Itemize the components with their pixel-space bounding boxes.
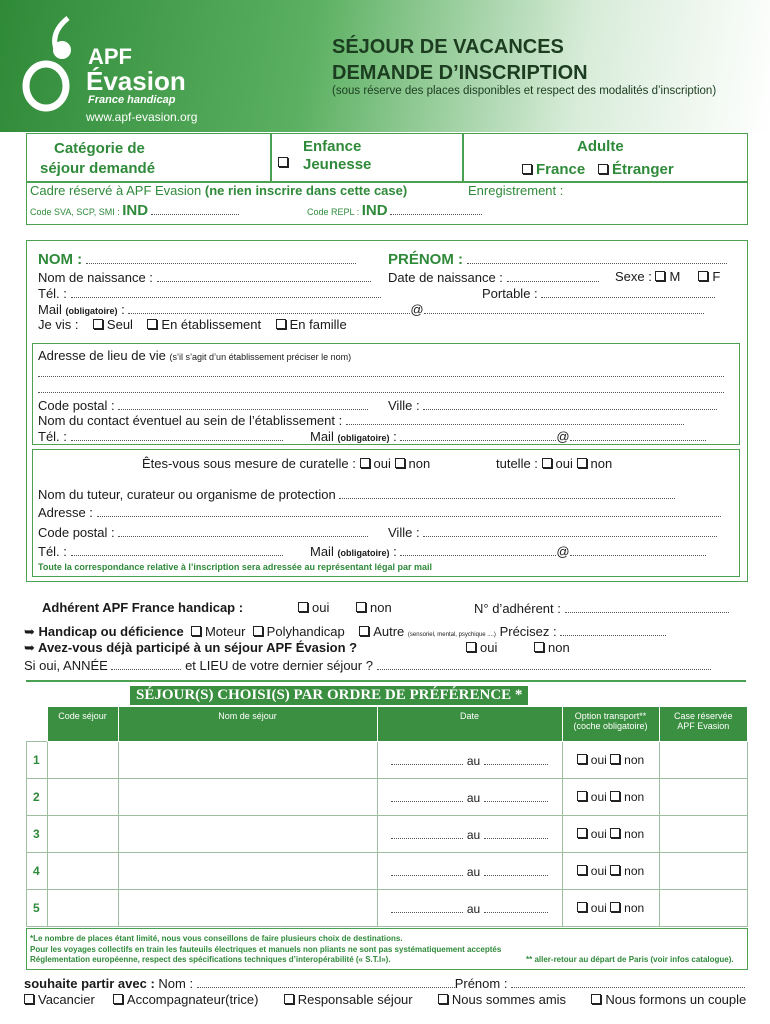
tuteur-mail: Mail (obligatoire) : @ [310, 543, 706, 559]
tuteur-code-postal-field[interactable] [118, 524, 368, 537]
tuteur-code-postal: Code postal : [38, 524, 368, 540]
tutelle-oui-checkbox[interactable] [542, 458, 552, 468]
code-repl: Code REPL : IND [307, 202, 482, 219]
date-naissance-field[interactable] [507, 269, 599, 282]
tuteur-adresse: Adresse : [38, 504, 721, 520]
annee-field[interactable] [111, 657, 181, 670]
tuteur-nom: Nom du tuteur, curateur ou organisme de protection [38, 486, 675, 502]
arrow-right-icon: ➥ [24, 640, 35, 655]
mail-domain-field[interactable] [424, 301, 704, 314]
date-cell[interactable]: au [377, 853, 562, 890]
nom-field[interactable] [86, 251, 356, 264]
deja-oui: oui [466, 640, 497, 655]
relation-row: Vacancier Accompagnateur(trice) Responsable séjour Nous sommes amis Nous formons un couple [24, 992, 746, 1007]
seul-checkbox[interactable] [93, 319, 103, 329]
address-tel: Tél. : [38, 428, 283, 444]
tuteur-nom-field[interactable] [339, 486, 675, 499]
tutelle-notice: Toute la correspondance relative à l’inscription sera adressée au représentant légal par mail [38, 562, 432, 572]
amis-checkbox[interactable] [438, 994, 448, 1004]
opt-jeunesse: Jeunesse [303, 156, 372, 173]
code-cell[interactable] [47, 816, 118, 853]
nom-cell[interactable] [118, 890, 377, 927]
num-adherent: N° d’adhérent : [474, 600, 729, 616]
enfance-jeunesse-checkbox[interactable] [278, 157, 288, 167]
table-row: 1 au oui non [27, 742, 748, 779]
handicap-row: ➥ Handicap ou déficience Moteur Polyhandicap Autre (sensoriel, mental, psychique ....) Précisez : [24, 623, 666, 640]
mail-field[interactable] [128, 301, 410, 314]
transport-non-checkbox[interactable] [610, 828, 620, 838]
selection-table [26, 706, 748, 927]
date-naissance: Date de naissance : [388, 269, 599, 285]
nom-naissance-field[interactable] [157, 269, 371, 282]
autre-checkbox[interactable] [359, 626, 369, 636]
address-contact: Nom du contact éventuel au sein de l’établissement : [38, 412, 684, 428]
logo [18, 14, 98, 114]
note-1: *Le nombre de places étant limité, nous vous conseillons de faire plusieurs choix de destinations. [30, 934, 403, 943]
transport-non-checkbox[interactable] [610, 902, 620, 912]
tuteur-ville-field[interactable] [423, 524, 717, 537]
nom-cell[interactable] [118, 853, 377, 890]
page-subtitle: (sous réserve des places disponibles et respect des modalités d’inscription) [332, 85, 717, 97]
polyhandicap-checkbox[interactable] [253, 626, 263, 636]
address-line1-field[interactable] [38, 364, 724, 377]
page-title-line2: DEMANDE D’INSCRIPTION [332, 62, 588, 84]
nom-cell[interactable] [118, 816, 377, 853]
address-contact-field[interactable] [346, 412, 684, 425]
tuteur-mail-domain-field[interactable] [570, 543, 706, 556]
sexe-m-checkbox[interactable] [655, 271, 665, 281]
code-cell[interactable] [47, 853, 118, 890]
opt-etranger[interactable]: Étranger [598, 161, 674, 178]
address-code-postal-field[interactable] [118, 397, 368, 410]
date-cell[interactable]: au [377, 816, 562, 853]
code-cell[interactable] [47, 890, 118, 927]
precisez-field[interactable] [560, 623, 666, 636]
address-code-postal: Code postal : [38, 397, 368, 413]
tuteur-tel: Tél. : [38, 543, 283, 559]
transport-non-checkbox[interactable] [610, 754, 620, 764]
nom-cell[interactable] [118, 779, 377, 816]
mail: Mail (obligatoire) : @ [38, 301, 704, 317]
col-date: Date [377, 707, 562, 742]
transport-oui-checkbox[interactable] [577, 902, 587, 912]
curatelle-non-checkbox[interactable] [395, 458, 405, 468]
nom-cell[interactable] [118, 742, 377, 779]
num-adherent-field[interactable] [565, 600, 729, 613]
adherent-non: non [356, 600, 392, 615]
category-label-line1: Catégorie de [54, 140, 145, 157]
category-label-line2: séjour demandé [40, 160, 156, 177]
vacancier-checkbox[interactable] [24, 994, 34, 1004]
curatelle-question: Êtes-vous sous mesure de curatelle : oui non [142, 456, 431, 471]
deja-oui-checkbox[interactable] [466, 642, 476, 652]
nom-label: NOM : [38, 251, 356, 268]
souhaite-nom-field[interactable] [197, 975, 455, 988]
address-title: Adresse de lieu de vie (s’il s’agit d’un établissement préciser le nom) [38, 348, 352, 363]
sexe: Sexe : M F [615, 269, 721, 284]
accompagnateur-checkbox[interactable] [113, 994, 123, 1004]
tuteur-tel-field[interactable] [71, 543, 283, 556]
deja-non-checkbox[interactable] [534, 642, 544, 652]
curatelle-oui-checkbox[interactable] [360, 458, 370, 468]
code-sva: Code SVA, SCP, SMI : IND [30, 202, 239, 219]
table-row: 3 au oui non [27, 816, 748, 853]
adherent-oui: oui [298, 600, 329, 615]
brand-line2: Évasion [86, 66, 186, 96]
address-mail: Mail (obligatoire) : @ [310, 428, 706, 444]
code-cell[interactable] [47, 779, 118, 816]
selection-title: SÉJOUR(S) CHOISI(S) PAR ORDRE DE PRÉFÉRENCE * [130, 686, 528, 705]
adherent-non-checkbox[interactable] [356, 602, 366, 612]
etablissement-checkbox[interactable] [147, 319, 157, 329]
transport-oui-checkbox[interactable] [577, 754, 587, 764]
responsable-checkbox[interactable] [284, 994, 294, 1004]
prenom-label: PRÉNOM : [388, 251, 727, 268]
brand-sub: France handicap [88, 94, 176, 106]
brand-line1: APF [88, 44, 132, 69]
adherent-question: Adhérent APF France handicap : [42, 600, 244, 615]
portable-field[interactable] [541, 285, 715, 298]
date-cell[interactable]: au [377, 742, 562, 779]
deja-question: ➥ Avez-vous déjà participé à un séjour APF Évasion ? [24, 640, 358, 655]
etranger-checkbox[interactable] [598, 164, 608, 174]
tuteur-ville: Ville : [388, 524, 717, 540]
tel-field[interactable] [71, 285, 381, 298]
address-line2-field[interactable] [38, 380, 724, 393]
note-4: ** aller-retour au départ de Paris (voir infos catalogue). [526, 955, 734, 964]
portable: Portable : [482, 285, 715, 301]
souhaite-row: souhaite partir avec : Nom : Prénom : [24, 975, 745, 991]
transport-oui-checkbox[interactable] [577, 865, 587, 875]
reserved-label: Cadre réservé à APF Evasion (ne rien inscrire dans cette case) [30, 183, 408, 198]
table-row: 2 au oui non [27, 779, 748, 816]
table-row: 5 au oui non [27, 890, 748, 927]
adherent-oui-checkbox[interactable] [298, 602, 308, 612]
code-cell[interactable] [47, 742, 118, 779]
address-ville-field[interactable] [423, 397, 717, 410]
lieu-field[interactable] [377, 657, 711, 670]
opt-enfance: Enfance [303, 138, 362, 155]
address-mail-domain-field[interactable] [570, 428, 706, 441]
famille-checkbox[interactable] [276, 319, 286, 329]
opt-france[interactable]: France [522, 161, 585, 178]
address-tel-field[interactable] [71, 428, 283, 441]
transport-non-checkbox[interactable] [610, 865, 620, 875]
nom-naissance: Nom de naissance : [38, 269, 371, 285]
col-code: Code séjour [47, 707, 118, 742]
si-oui-row: Si oui, ANNÉE et LIEU de votre dernier séjour ? [24, 657, 711, 673]
col-case: Case réservée APF Evasion [659, 707, 748, 742]
couple-checkbox[interactable] [591, 994, 601, 1004]
date-cell[interactable]: au [377, 890, 562, 927]
france-checkbox[interactable] [522, 164, 532, 174]
je-vis: Je vis : Seul En établissement En famille [38, 317, 347, 332]
tel: Tél. : [38, 285, 381, 301]
col-nom: Nom de séjour [118, 707, 377, 742]
prenom-field[interactable] [467, 251, 727, 264]
page-title-line1: SÉJOUR DE VACANCES [332, 36, 564, 58]
adult-label: Adulte [577, 138, 624, 155]
souhaite-prenom-field[interactable] [511, 975, 745, 988]
address-mail-field[interactable] [400, 428, 556, 441]
table-row: 4 au oui non [27, 853, 748, 890]
col-transport: Option transport** (coche obligatoire) [562, 707, 659, 742]
tuteur-adresse-field[interactable] [97, 504, 721, 517]
note-2: Pour les voyages collectifs en train les fauteuils électriques et manuels non pliants ne sont pas systématiquement acceptés [30, 945, 502, 954]
note-3: Réglementation européenne, respect des spécifications techniques d’interopérabilité (« S.T.I»). [30, 955, 391, 964]
transport-oui-checkbox[interactable] [577, 828, 587, 838]
website-link[interactable]: www.apf-evasion.org [86, 110, 198, 124]
enregistrement-label: Enregistrement : [468, 183, 564, 198]
deja-non: non [534, 640, 570, 655]
date-cell[interactable]: au [377, 779, 562, 816]
transport-non-checkbox[interactable] [610, 791, 620, 801]
tutelle-question: tutelle : oui non [496, 456, 613, 471]
sexe-f-checkbox[interactable] [698, 271, 708, 281]
address-ville: Ville : [388, 397, 717, 413]
tuteur-mail-field[interactable] [400, 543, 556, 556]
arrow-right-icon: ➥ [24, 624, 35, 639]
logo-swirl-icon [18, 14, 98, 114]
transport-oui-checkbox[interactable] [577, 791, 587, 801]
tutelle-non-checkbox[interactable] [577, 458, 587, 468]
moteur-checkbox[interactable] [191, 626, 201, 636]
